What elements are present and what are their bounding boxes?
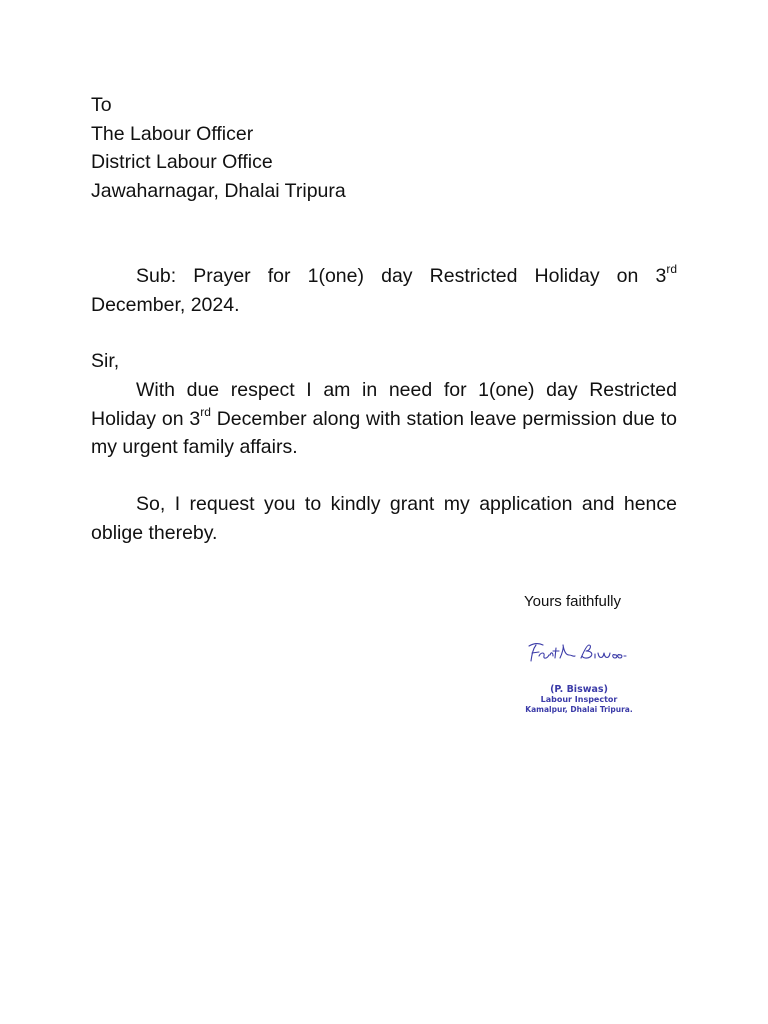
subject-ordinal: rd [666,262,677,276]
handwritten-signature [520,634,650,670]
para1-text-end: December along with station leave permission due to my urgent family affairs. [91,407,677,459]
body-paragraph-2 [91,490,677,547]
stamp-name: (P. Biswas) [550,684,608,695]
para2-text: So, I request you to kindly grant my application and hence oblige thereby. [91,493,677,544]
subject-text: Sub: Prayer for 1(one) day Restricted Holiday on 3 [136,265,667,287]
closing-phrase: Yours faithfully [524,593,622,610]
recipient-address [91,91,691,206]
stamp-designation: Labour Inspector [540,695,618,704]
address-line-location: Jawaharnagar, Dhalai Tripura [91,180,346,203]
para1-ordinal: rd [200,404,211,419]
stamp-location: Kamalpur, Dhalai Tripura. [525,705,633,714]
salutation: Sir, [91,350,120,372]
para1-text: With due respect I am in need for 1(one) day Restricted Holiday on 3 [91,379,677,430]
address-line-officer: The Labour Officer [91,122,254,145]
subject-line [91,262,677,319]
address-line-office: District Labour Office [91,151,273,174]
body-paragraph-1 [91,376,677,462]
official-stamp [515,684,643,715]
subject-date: December, 2024. [91,293,240,316]
address-line-to: To [91,94,112,116]
